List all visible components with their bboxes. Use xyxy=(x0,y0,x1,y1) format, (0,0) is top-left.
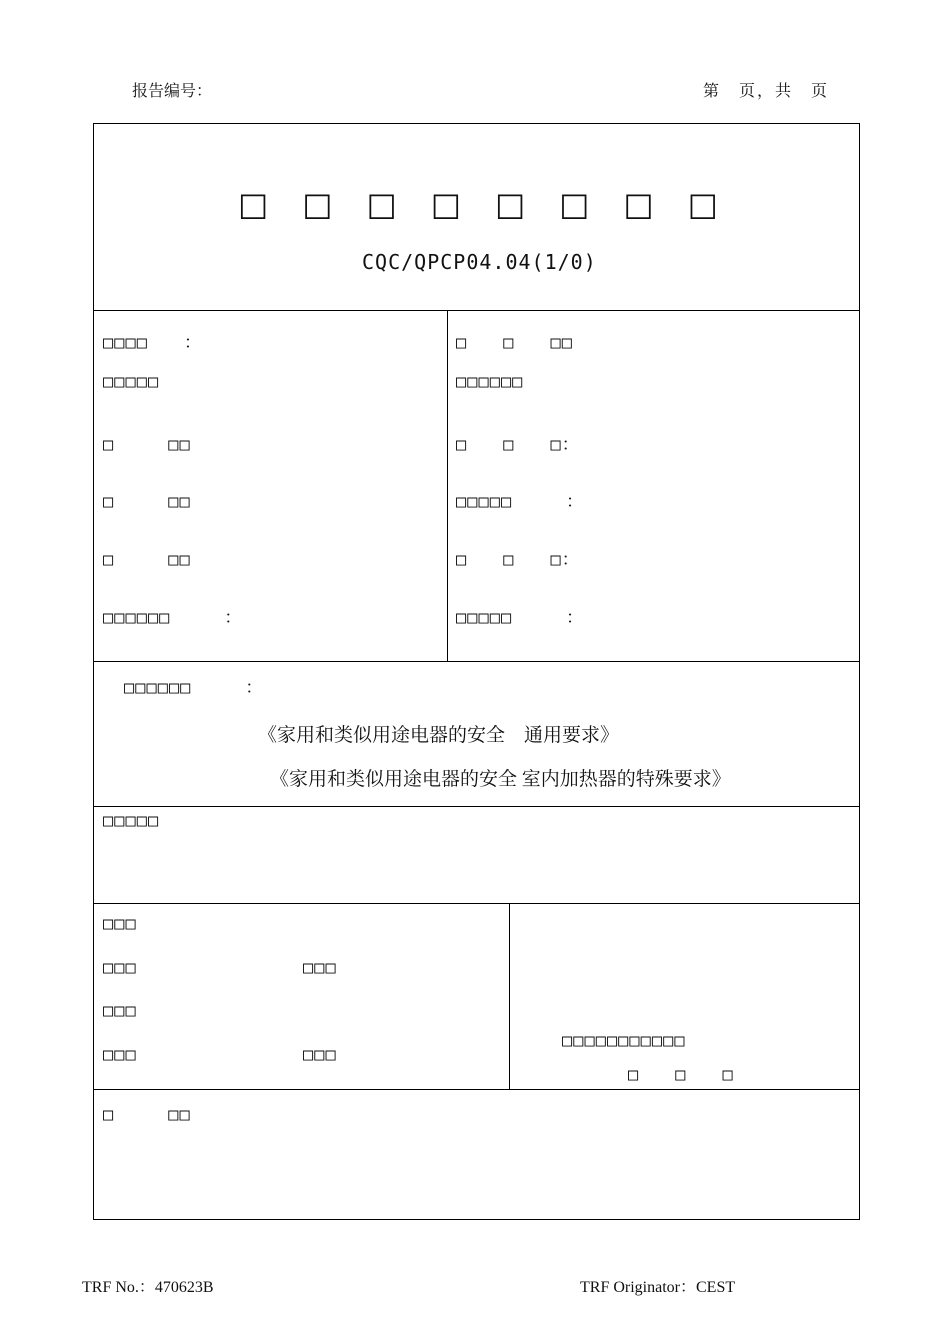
info-left-field: □□□□ ： xyxy=(103,333,202,353)
signature-label: □□□ xyxy=(103,1001,137,1021)
signature-label: □□□ xyxy=(303,958,337,978)
report-title: □□□□□□□□ xyxy=(238,185,752,223)
info-left-field: □□□□□□ ： xyxy=(103,608,243,628)
info-right-field: □□□□□ ： xyxy=(456,492,585,512)
standard-item: 《家用和类似用途电器的安全 通用要求》 xyxy=(258,725,620,746)
divider-conclusion xyxy=(93,903,860,904)
report-code: CQC/QPCP04.04(1/0) xyxy=(362,250,597,274)
info-right-field: □ □ □： xyxy=(456,550,580,570)
signature-label: □□□ xyxy=(103,1045,137,1065)
info-left-field: □ □□ xyxy=(103,492,191,512)
report-number-label: 报告编号： xyxy=(132,83,213,100)
page-count-label: 第 页，共 页 xyxy=(703,83,830,100)
conclusion-label: □□□□□ xyxy=(103,811,160,831)
standard-item: 《家用和类似用途电器的安全 室内加热器的特殊要求》 xyxy=(270,769,731,790)
info-left-field: □□□□□ xyxy=(103,372,160,392)
info-right-field: □□□□□□ xyxy=(456,372,524,392)
divider-info-vertical xyxy=(447,310,448,661)
issue-date: □ □ □ xyxy=(628,1065,734,1085)
signature-label: □□□ xyxy=(303,1045,337,1065)
info-left-field: □ □□ xyxy=(103,435,191,455)
info-right-field: □□□□□ ： xyxy=(456,608,585,628)
standards-label: □□□□□□ ： xyxy=(124,678,264,698)
trf-number: TRF No.：470623B xyxy=(82,1279,214,1296)
divider-info xyxy=(93,661,860,662)
signature-label: □□□ xyxy=(103,914,137,934)
remarks-label: □ □□ xyxy=(103,1105,191,1125)
info-right-field: □ □ □□ xyxy=(456,333,573,353)
info-left-field: □ □□ xyxy=(103,550,191,570)
divider-title xyxy=(93,310,860,311)
divider-signature-vertical xyxy=(509,903,510,1089)
report-frame xyxy=(93,123,860,1220)
divider-standards xyxy=(93,806,860,807)
seal-text: □□□□□□□□□□□ xyxy=(562,1031,686,1051)
signature-label: □□□ xyxy=(103,958,137,978)
divider-signatures xyxy=(93,1089,860,1090)
info-right-field: □ □ □： xyxy=(456,435,580,455)
trf-originator: TRF Originator：CEST xyxy=(580,1279,736,1296)
